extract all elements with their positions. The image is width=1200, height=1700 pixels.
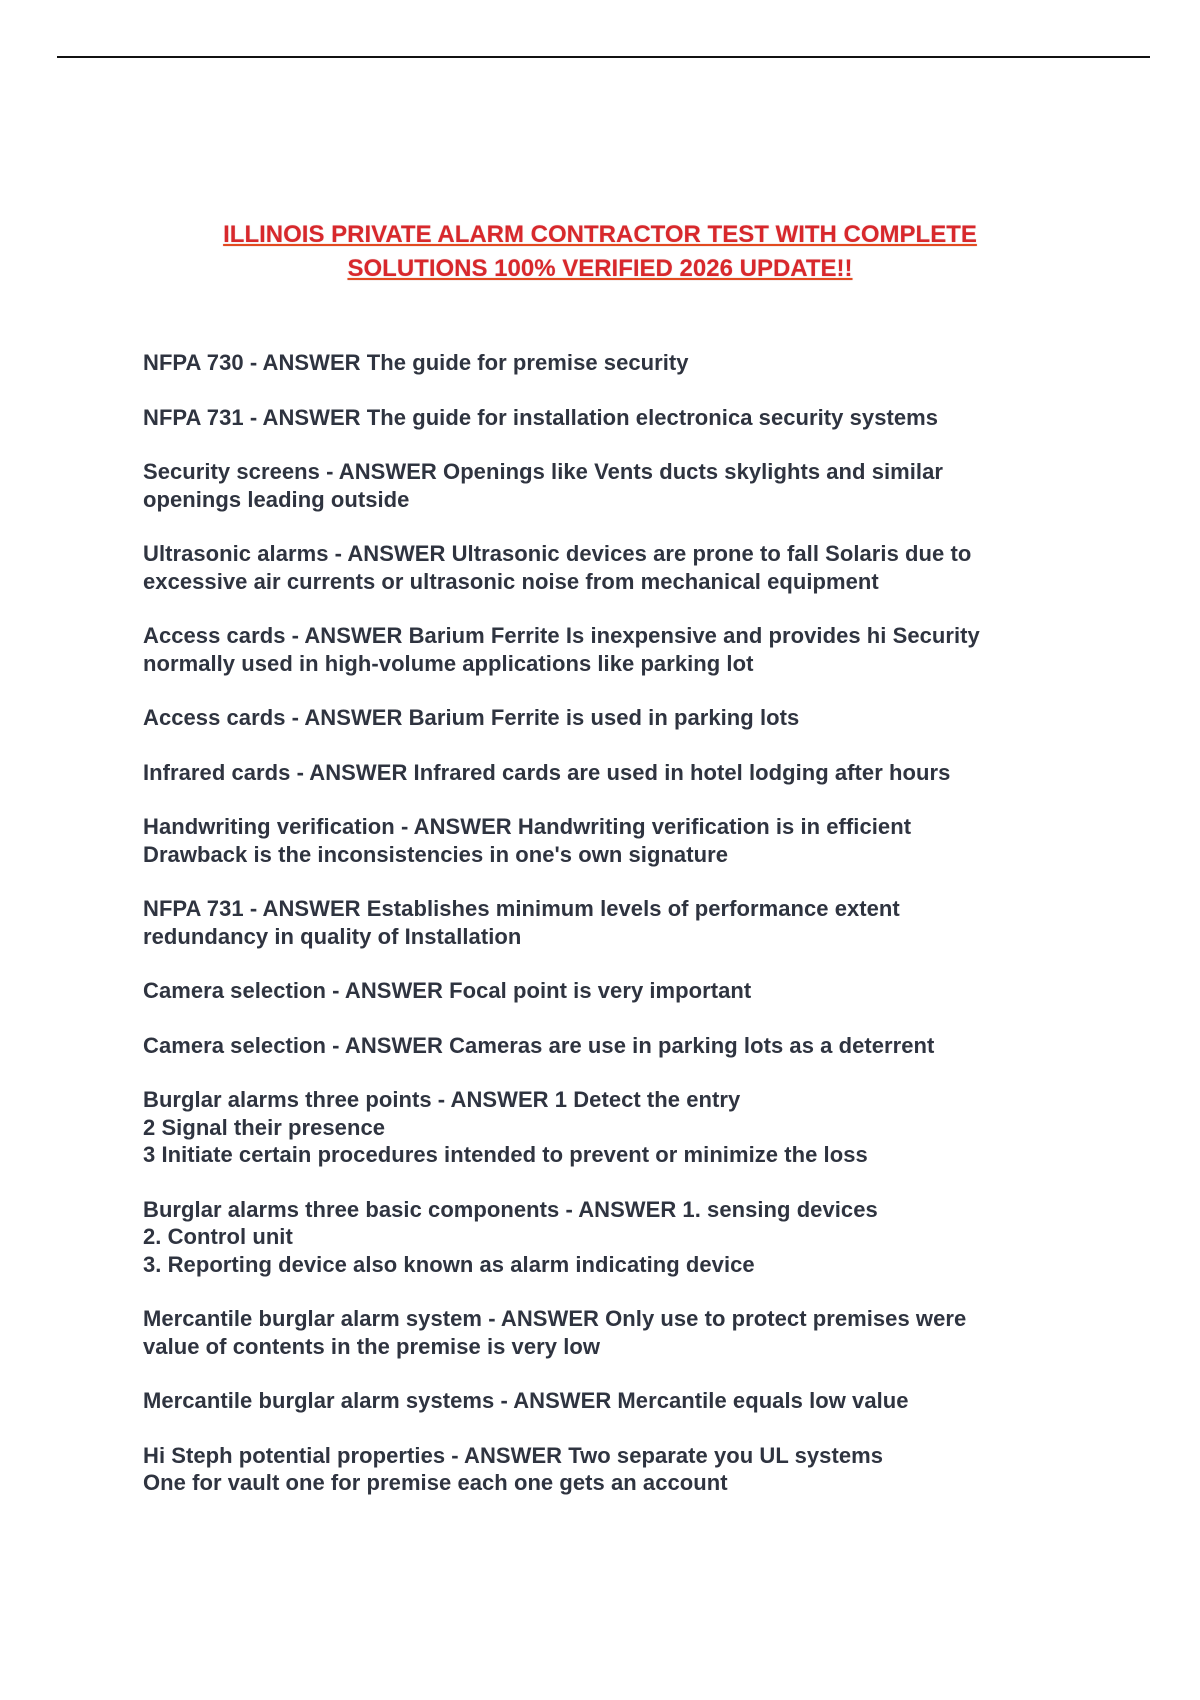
qa-entry-line: Access cards - ANSWER Barium Ferrite is used in parking lots bbox=[143, 705, 800, 730]
qa-entry bbox=[143, 704, 1073, 732]
qa-entry-line: 3 Initiate certain procedures intended to prevent or minimize the loss bbox=[143, 1142, 868, 1167]
qa-entry-line: Ultrasonic alarms - ANSWER Ultrasonic devices are prone to fall Solaris due to bbox=[143, 541, 972, 566]
qa-entry bbox=[143, 349, 1073, 377]
qa-entry-line: Camera selection - ANSWER Cameras are use in parking lots as a deterrent bbox=[143, 1032, 935, 1058]
qa-entry-line: NFPA 731 - ANSWER The guide for installation electronica security systems bbox=[143, 404, 939, 430]
qa-entry-line: NFPA 730 - ANSWER The guide for premise security bbox=[143, 350, 689, 375]
qa-entry bbox=[143, 895, 1073, 950]
qa-entry bbox=[143, 540, 1073, 595]
qa-entry bbox=[143, 1387, 1073, 1415]
qa-entry bbox=[143, 458, 1073, 513]
qa-entry-line: 2. Control unit bbox=[143, 1224, 293, 1249]
document-title bbox=[120, 218, 1080, 286]
top-horizontal-rule bbox=[57, 56, 1150, 58]
document-title-line bbox=[120, 252, 1080, 286]
qa-entry bbox=[143, 759, 1073, 787]
qa-entry-line: Hi Steph potential properties - ANSWER Two separate you UL systems bbox=[143, 1442, 884, 1468]
document-title-line-1-text: ILLINOIS PRIVATE ALARM CONTRACTOR TEST WITH COMPLETE bbox=[223, 221, 977, 248]
qa-entry bbox=[143, 404, 1073, 432]
qa-entry-line: 2 Signal their presence bbox=[143, 1114, 386, 1140]
qa-entry bbox=[143, 977, 1073, 1005]
qa-entry-line: Burglar alarms three points - ANSWER 1 Detect the entry bbox=[143, 1087, 741, 1112]
qa-entry-line: Handwriting verification - ANSWER Handwriting verification is in efficient bbox=[143, 814, 912, 839]
qa-entry-line: NFPA 731 - ANSWER Establishes minimum levels of performance extent bbox=[143, 896, 900, 921]
document-title-line-2-text: SOLUTIONS 100% VERIFIED 2026 UPDATE!! bbox=[347, 255, 853, 282]
qa-entry bbox=[143, 622, 1073, 677]
qa-entry-line: openings leading outside bbox=[143, 486, 410, 512]
qa-entry-line: redundancy in quality of Installation bbox=[143, 923, 522, 949]
qa-entry-line: Security screens - ANSWER Openings like Vents ducts skylights and similar bbox=[143, 459, 943, 484]
qa-entry-line: value of contents in the premise is very low bbox=[143, 1333, 601, 1359]
qa-entry-line: One for vault one for premise each one gets an account bbox=[143, 1470, 728, 1495]
qa-entry-line: Mercantile burglar alarm system - ANSWER Only use to protect premises were bbox=[143, 1306, 967, 1331]
qa-entry-line: 3. Reporting device also known as alarm indicating device bbox=[143, 1251, 755, 1277]
qa-entry-line: Camera selection - ANSWER Focal point is very important bbox=[143, 978, 752, 1003]
qa-entry bbox=[143, 1442, 1073, 1497]
qa-entry-line: Burglar alarms three basic components - ANSWER 1. sensing devices bbox=[143, 1196, 878, 1222]
qa-entry-line: Drawback is the inconsistencies in one's own signature bbox=[143, 841, 728, 867]
qa-entry bbox=[143, 1305, 1073, 1360]
qa-entry-line: Mercantile burglar alarm systems - ANSWER Mercantile equals low value bbox=[143, 1388, 909, 1413]
qa-entry-list bbox=[143, 349, 1073, 1524]
qa-entry bbox=[143, 1196, 1073, 1279]
qa-entry bbox=[143, 1086, 1073, 1169]
qa-entry bbox=[143, 1032, 1073, 1060]
document-title-line bbox=[120, 218, 1080, 252]
qa-entry bbox=[143, 813, 1073, 868]
qa-entry-line: excessive air currents or ultrasonic noise from mechanical equipment bbox=[143, 568, 879, 594]
qa-entry-line: normally used in high-volume applications like parking lot bbox=[143, 650, 754, 676]
qa-entry-line: Infrared cards - ANSWER Infrared cards are used in hotel lodging after hours bbox=[143, 759, 951, 785]
qa-entry-line: Access cards - ANSWER Barium Ferrite Is inexpensive and provides hi Security bbox=[143, 623, 980, 648]
